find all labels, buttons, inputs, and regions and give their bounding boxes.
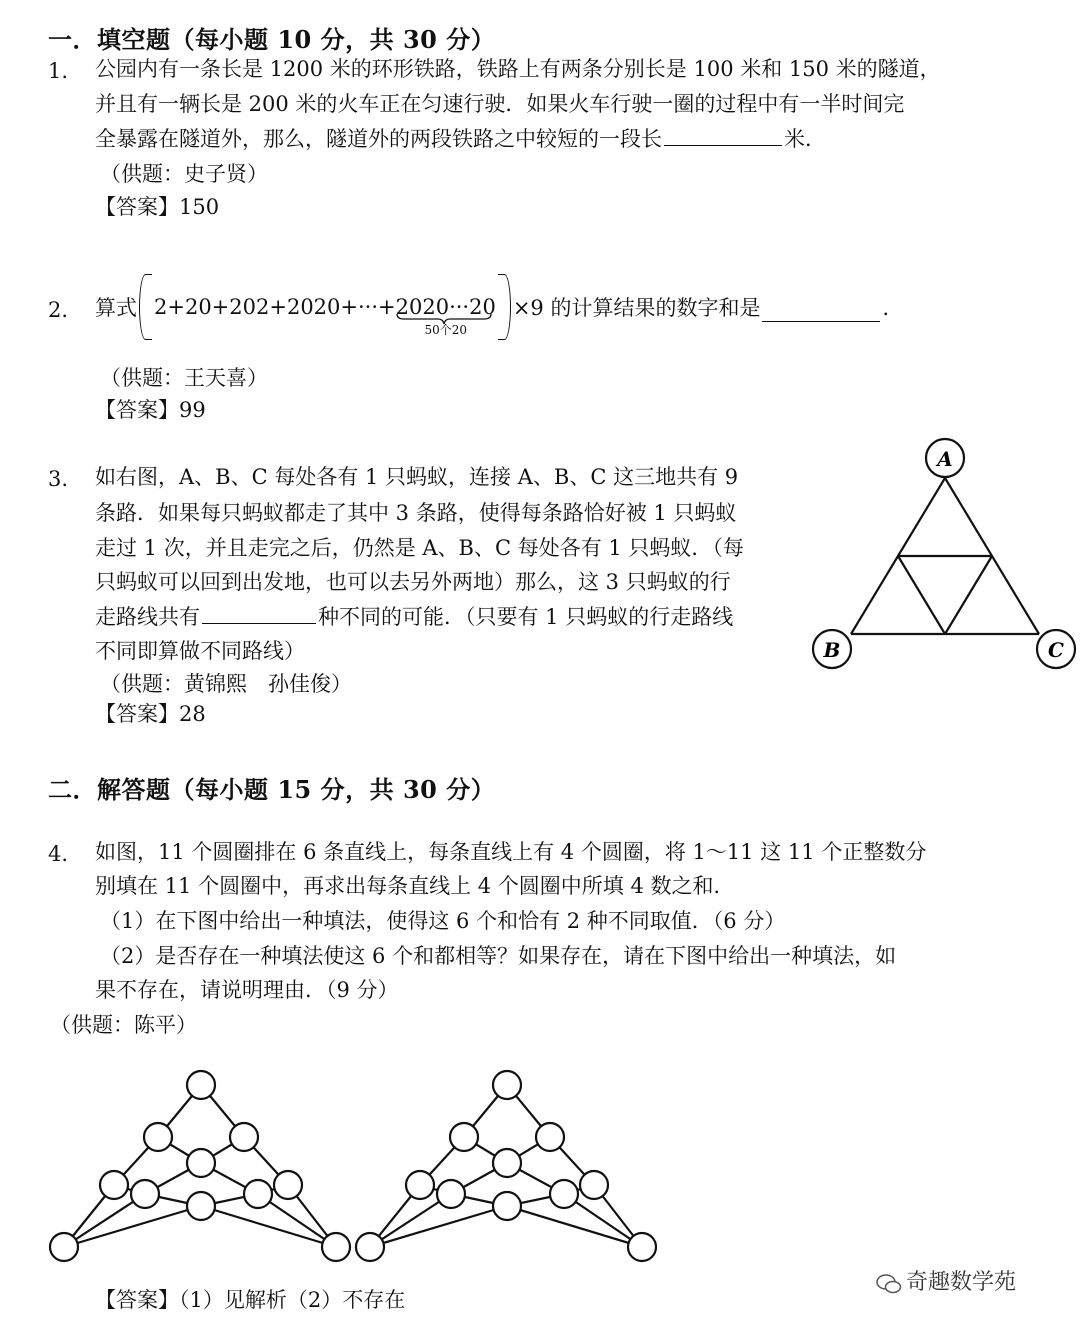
node-a [926,439,964,477]
q1-line1: 公园内有一条长是 1200 米的环形铁路，铁路上有两条分别长是 100 米和 150 米的隧道， [95,57,941,81]
q3-line5-text: 走路线共有 [95,605,200,629]
q1-answer-blank[interactable] [664,144,782,146]
q4-credit: （供题：陈平） [50,1013,197,1037]
q3-line5 [95,607,733,628]
q2-expression: 2+20+202+2020+···+ [154,295,396,319]
watermark [876,1265,1016,1296]
q3-credit: （供题：黄锦熙 孙佳俊） [100,672,352,696]
q3-line6: 不同即算做不同路线） [95,639,305,663]
triangle-paths [851,478,1039,634]
q1-line3-unit: 米． [784,127,826,151]
circle-grid-figures [0,1060,680,1270]
section2-title: 二．解答题（每小题 15 分，共 30 分） [48,775,496,804]
q4-number: 4. [48,842,69,866]
q2-formula [95,274,903,340]
q1-line3-text: 全暴露在隧道外，那么，隧道外的两段铁路之中较短的一段长 [95,127,662,151]
q3-line5-rest: 种不同的可能．（只要有 1 只蚂蚁的行走路线 [318,605,734,629]
q3-number: 3. [48,467,69,491]
underbrace-label: 50个20 [424,323,467,337]
q2-credit: （供题：王天喜） [100,366,268,390]
q4-answer: 【答案】（1）见解析（2）不存在 [95,1288,406,1312]
underbrace-term [395,295,496,337]
wechat-icon [876,1273,902,1293]
q2-times: ×9 的计算结果的数字和是 [512,296,761,320]
q2-answer: 【答案】99 [95,398,206,422]
label-a: A [937,447,953,471]
circle-grid-right[interactable] [356,1071,656,1261]
q2-answer-blank[interactable] [762,320,880,322]
q1-line2: 并且有一辆长是 200 米的火车正在匀速行驶．如果火车行驶一圈的过程中有一半时间完 [95,92,905,116]
watermark-text: 奇趣数学苑 [906,1270,1017,1295]
label-c: C [1048,638,1064,662]
circle-grid-left[interactable] [50,1071,350,1261]
q3-answer-blank[interactable] [202,622,316,624]
q1-credit: （供题：史子贤） [100,162,268,186]
q1-line3 [95,129,826,150]
node-b [813,630,851,668]
section1-title: 一．填空题（每小题 10 分，共 30 分） [48,25,496,54]
q2-prefix: 算式 [95,296,137,320]
q3-line4: 只蚂蚁可以回到出发地，也可以去另外两地）那么，这 3 只蚂蚁的行 [95,570,731,594]
q3-line1: 如右图，A、B、C 每处各有 1 只蚂蚁，连接 A、B、C 这三地共有 9 [95,465,739,489]
q3-line2: 条路．如果每只蚂蚁都走了其中 3 条路，使得每条路恰好被 1 只蚂蚁 [95,501,737,525]
right-paren [498,274,511,340]
q4-part2-line1: （2）是否存在一种填法使这 6 个和都相等？如果存在，请在下图中给出一种填法，如 [100,944,897,968]
q4-part2-line2: 果不存在，请说明理由．（9 分） [95,978,399,1002]
q4-part1: （1）在下图中给出一种填法，使得这 6 个和恰有 2 种不同取值．（6 分） [100,909,786,933]
q3-line3: 走过 1 次，并且走完之后，仍然是 A、B、C 每处各有 1 只蚂蚁．（每 [95,536,744,560]
q2-end: ． [882,296,904,320]
q1-number: 1. [48,59,69,83]
label-b: B [823,638,841,662]
q4-line2: 别填在 11 个圆圈中，再求出每条直线上 4 个圆圈中所填 4 数之和． [95,874,735,898]
left-paren [139,274,152,340]
node-c [1037,630,1075,668]
q3-answer: 【答案】28 [95,702,206,726]
q2-number: 2. [48,298,69,322]
q4-line1: 如图，11 个圆圈排在 6 条直线上，每条直线上有 4 个圆圈，将 1～11 这 11 个正整数分 [95,840,927,864]
underbrace-top: 2020···20 [395,295,496,319]
triangle-figure [800,430,1080,680]
q1-answer: 【答案】150 [95,195,220,219]
